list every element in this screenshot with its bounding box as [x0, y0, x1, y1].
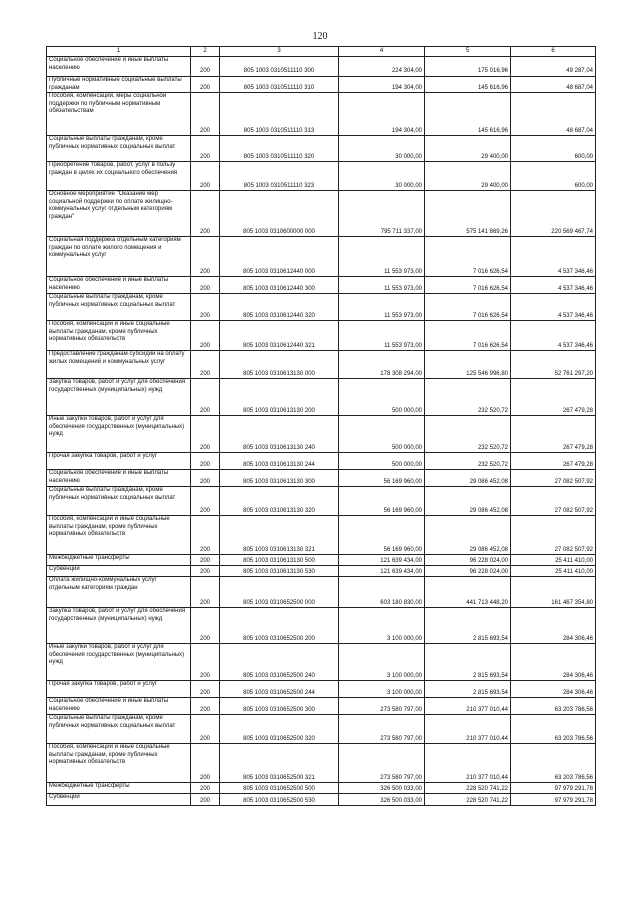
- row-executed-amount: 29 400,00: [425, 136, 511, 162]
- row-classification-code: 805 1003 0310612440 000: [220, 237, 339, 277]
- table-row: [47, 783, 596, 794]
- row-classification-code: 805 1003 0310511110 310: [220, 77, 339, 93]
- page-number: 120: [312, 31, 328, 42]
- row-name: Межбюджетные трансферты: [47, 555, 191, 566]
- row-executed-amount: 232 520,72: [425, 453, 511, 470]
- table-row: [47, 453, 596, 470]
- row-classification-code: 805 1003 0310652500 200: [220, 608, 339, 644]
- row-executed-amount: 175 016,96: [425, 57, 511, 77]
- row-code: 200: [191, 294, 220, 321]
- row-code: 200: [191, 555, 220, 566]
- table-row: [47, 321, 596, 351]
- column-header: 2: [191, 47, 220, 57]
- row-executed-amount: 29 086 452,08: [425, 470, 511, 487]
- table-row: [47, 77, 596, 93]
- table-row: [47, 294, 596, 321]
- table-row: [47, 136, 596, 162]
- row-unexecuted-amount: 63 203 786,56: [511, 744, 596, 783]
- row-code: 200: [191, 191, 220, 237]
- row-approved-amount: 56 169 960,00: [339, 470, 425, 487]
- row-approved-amount: 121 639 434,00: [339, 566, 425, 577]
- row-executed-amount: 7 016 626,54: [425, 277, 511, 294]
- row-unexecuted-amount: 161 467 354,80: [511, 577, 596, 608]
- row-approved-amount: 121 639 434,00: [339, 555, 425, 566]
- row-approved-amount: 500 000,00: [339, 416, 425, 453]
- row-code: 200: [191, 715, 220, 744]
- row-approved-amount: 273 580 797,00: [339, 744, 425, 783]
- row-executed-amount: 575 141 869,26: [425, 191, 511, 237]
- row-executed-amount: 145 616,96: [425, 93, 511, 136]
- row-approved-amount: 500 000,00: [339, 379, 425, 416]
- table-row: [47, 577, 596, 608]
- row-approved-amount: 603 180 830,00: [339, 577, 425, 608]
- row-name: Иные закупки товаров, работ и услуг для обеспечения государственных (муниципальных) нужд: [47, 644, 191, 681]
- row-approved-amount: 11 553 973,00: [339, 294, 425, 321]
- row-unexecuted-amount: 27 082 507,92: [511, 470, 596, 487]
- row-approved-amount: 326 500 033,00: [339, 794, 425, 806]
- row-name: Субвенции: [47, 566, 191, 577]
- row-classification-code: 805 1003 0310652500 244: [220, 681, 339, 698]
- row-unexecuted-amount: 267 479,28: [511, 379, 596, 416]
- row-code: 200: [191, 487, 220, 516]
- row-unexecuted-amount: 49 287,04: [511, 57, 596, 77]
- row-approved-amount: 3 100 000,00: [339, 644, 425, 681]
- row-name: Закупка товаров, работ и услуг для обеспечения государственных (муниципальных) нужд: [47, 608, 191, 644]
- row-approved-amount: 30 000,00: [339, 162, 425, 191]
- row-classification-code: 805 1003 0310600000 000: [220, 191, 339, 237]
- row-executed-amount: 441 713 448,20: [425, 577, 511, 608]
- table-row: [47, 516, 596, 555]
- row-classification-code: 805 1003 0310613130 240: [220, 416, 339, 453]
- row-executed-amount: 2 815 693,54: [425, 681, 511, 698]
- column-header: 1: [47, 47, 191, 57]
- column-header: 5: [425, 47, 511, 57]
- row-classification-code: 805 1003 0310612440 321: [220, 321, 339, 351]
- row-classification-code: 805 1003 0310613130 300: [220, 470, 339, 487]
- row-approved-amount: 178 308 294,00: [339, 351, 425, 379]
- row-executed-amount: 228 520 741,22: [425, 783, 511, 794]
- row-name: Субвенции: [47, 794, 191, 806]
- table-row: [47, 57, 596, 77]
- row-unexecuted-amount: 97 979 291,78: [511, 783, 596, 794]
- row-code: 200: [191, 321, 220, 351]
- row-approved-amount: 194 304,00: [339, 77, 425, 93]
- table-row: [47, 681, 596, 698]
- row-executed-amount: 210 377 010,44: [425, 715, 511, 744]
- row-code: 200: [191, 162, 220, 191]
- row-code: 200: [191, 136, 220, 162]
- row-code: 200: [191, 77, 220, 93]
- row-name: Пособия, компенсации, меры социальной поддержки по публичным нормативным обязательствам: [47, 93, 191, 136]
- table-row: [47, 93, 596, 136]
- row-classification-code: 805 1003 0310511110 320: [220, 136, 339, 162]
- row-name: Закупка товаров, работ и услуг для обеспечения государственных (муниципальных) нужд: [47, 379, 191, 416]
- row-approved-amount: 3 100 000,00: [339, 681, 425, 698]
- row-code: 200: [191, 566, 220, 577]
- row-approved-amount: 56 169 960,00: [339, 487, 425, 516]
- column-header: 6: [511, 47, 596, 57]
- row-executed-amount: 210 377 010,44: [425, 698, 511, 715]
- row-executed-amount: 210 377 010,44: [425, 744, 511, 783]
- row-code: 200: [191, 783, 220, 794]
- row-unexecuted-amount: 600,00: [511, 136, 596, 162]
- row-code: 200: [191, 794, 220, 806]
- table-row: [47, 351, 596, 379]
- row-executed-amount: 232 520,72: [425, 416, 511, 453]
- table-row: [47, 744, 596, 783]
- row-unexecuted-amount: 4 537 346,46: [511, 321, 596, 351]
- row-executed-amount: 7 016 626,54: [425, 237, 511, 277]
- row-code: 200: [191, 470, 220, 487]
- row-executed-amount: 2 815 693,54: [425, 644, 511, 681]
- row-approved-amount: 11 553 973,00: [339, 237, 425, 277]
- row-name: Социальное обеспечение и иные выплаты населению: [47, 57, 191, 77]
- row-approved-amount: 795 711 337,00: [339, 191, 425, 237]
- row-name: Пособия, компенсации и иные социальные выплаты гражданам, кроме публичных нормативных обязательств: [47, 321, 191, 351]
- row-name: Основное мероприятие "Оказание мер социальной поддержки по оплате жилищно-коммунальных услуг отдельным категориям граждан": [47, 191, 191, 237]
- row-approved-amount: 500 000,00: [339, 453, 425, 470]
- table-row: [47, 416, 596, 453]
- table-row: [47, 715, 596, 744]
- row-code: 200: [191, 57, 220, 77]
- row-classification-code: 805 1003 0310652500 500: [220, 783, 339, 794]
- table-row: [47, 162, 596, 191]
- row-approved-amount: 224 304,00: [339, 57, 425, 77]
- row-code: 200: [191, 379, 220, 416]
- table-row: [47, 470, 596, 487]
- row-executed-amount: 2 815 693,54: [425, 608, 511, 644]
- row-name: Оплата жилищно-коммунальных услуг отдельным категориям граждан: [47, 577, 191, 608]
- row-classification-code: 805 1003 0310613130 320: [220, 487, 339, 516]
- row-code: 200: [191, 277, 220, 294]
- row-executed-amount: 29 086 452,08: [425, 487, 511, 516]
- row-unexecuted-amount: 63 203 786,56: [511, 715, 596, 744]
- row-unexecuted-amount: 600,00: [511, 162, 596, 191]
- row-approved-amount: 194 304,00: [339, 93, 425, 136]
- row-code: 200: [191, 93, 220, 136]
- row-classification-code: 805 1003 0310612440 300: [220, 277, 339, 294]
- row-unexecuted-amount: 25 411 410,00: [511, 555, 596, 566]
- row-classification-code: 805 1003 0310613130 530: [220, 566, 339, 577]
- row-classification-code: 805 1003 0310612440 320: [220, 294, 339, 321]
- row-code: 200: [191, 453, 220, 470]
- row-approved-amount: 3 100 000,00: [339, 608, 425, 644]
- table-row: [47, 555, 596, 566]
- row-name: Социальное обеспечение и иные выплаты населению: [47, 277, 191, 294]
- row-classification-code: 805 1003 0310652500 300: [220, 698, 339, 715]
- row-code: 200: [191, 681, 220, 698]
- row-executed-amount: 29 400,00: [425, 162, 511, 191]
- row-unexecuted-amount: 4 537 346,46: [511, 277, 596, 294]
- header-row: [47, 47, 596, 57]
- row-classification-code: 805 1003 0310613130 000: [220, 351, 339, 379]
- row-name: Публичные нормативные социальные выплаты гражданам: [47, 77, 191, 93]
- row-approved-amount: 11 553 973,00: [339, 321, 425, 351]
- row-classification-code: 805 1003 0310511110 323: [220, 162, 339, 191]
- row-unexecuted-amount: 27 082 507,92: [511, 487, 596, 516]
- row-name: Прочая закупка товаров, работ и услуг: [47, 453, 191, 470]
- table-row: [47, 644, 596, 681]
- table-row: [47, 608, 596, 644]
- table-row: [47, 794, 596, 806]
- row-classification-code: 805 1003 0310652500 530: [220, 794, 339, 806]
- row-classification-code: 805 1003 0310613130 500: [220, 555, 339, 566]
- row-name: Социальное обеспечение и иные выплаты населению: [47, 698, 191, 715]
- row-executed-amount: 125 546 996,80: [425, 351, 511, 379]
- row-code: 200: [191, 416, 220, 453]
- table-row: [47, 698, 596, 715]
- row-classification-code: 805 1003 0310613130 200: [220, 379, 339, 416]
- row-unexecuted-amount: 63 203 786,56: [511, 698, 596, 715]
- row-unexecuted-amount: 27 082 507,92: [511, 516, 596, 555]
- row-executed-amount: 7 016 626,54: [425, 321, 511, 351]
- row-unexecuted-amount: 284 306,46: [511, 681, 596, 698]
- row-name: Межбюджетные трансферты: [47, 783, 191, 794]
- row-name: Социальные выплаты гражданам, кроме публичных нормативных социальных выплат: [47, 294, 191, 321]
- row-code: 200: [191, 237, 220, 277]
- column-header: 3: [220, 47, 339, 57]
- row-unexecuted-amount: 48 687,04: [511, 77, 596, 93]
- row-classification-code: 805 1003 0310613130 244: [220, 453, 339, 470]
- row-executed-amount: 232 520,72: [425, 379, 511, 416]
- row-code: 200: [191, 516, 220, 555]
- row-name: Социальная поддержка отдельным категориям граждан по оплате жилого помещения и коммунальных услуг: [47, 237, 191, 277]
- row-approved-amount: 273 580 797,00: [339, 698, 425, 715]
- row-unexecuted-amount: 25 411 410,00: [511, 566, 596, 577]
- row-executed-amount: 145 616,96: [425, 77, 511, 93]
- row-unexecuted-amount: 48 687,04: [511, 93, 596, 136]
- row-executed-amount: 228 520 741,22: [425, 794, 511, 806]
- row-unexecuted-amount: 267 479,28: [511, 416, 596, 453]
- row-code: 200: [191, 698, 220, 715]
- row-code: 200: [191, 577, 220, 608]
- row-approved-amount: 326 500 033,00: [339, 783, 425, 794]
- row-name: Социальные выплаты гражданам, кроме публичных нормативных социальных выплат: [47, 715, 191, 744]
- row-name: Иные закупки товаров, работ и услуг для обеспечения государственных (муниципальных) нужд: [47, 416, 191, 453]
- row-code: 200: [191, 644, 220, 681]
- row-approved-amount: 11 553 973,00: [339, 277, 425, 294]
- row-name: Приобретение товаров, работ, услуг в пользу граждан в целях их социального обеспечения: [47, 162, 191, 191]
- row-classification-code: 805 1003 0310652500 000: [220, 577, 339, 608]
- row-classification-code: 805 1003 0310511110 313: [220, 93, 339, 136]
- row-unexecuted-amount: 284 306,46: [511, 608, 596, 644]
- row-executed-amount: 29 086 452,08: [425, 516, 511, 555]
- row-classification-code: 805 1003 0310652500 240: [220, 644, 339, 681]
- row-classification-code: 805 1003 0310511110 300: [220, 57, 339, 77]
- row-executed-amount: 7 016 626,54: [425, 294, 511, 321]
- row-code: 200: [191, 608, 220, 644]
- row-name: Социальные выплаты гражданам, кроме публичных нормативных социальных выплат: [47, 487, 191, 516]
- row-approved-amount: 273 580 797,00: [339, 715, 425, 744]
- row-unexecuted-amount: 267 479,28: [511, 453, 596, 470]
- row-classification-code: 805 1003 0310652500 320: [220, 715, 339, 744]
- row-unexecuted-amount: 97 979 291,78: [511, 794, 596, 806]
- row-code: 200: [191, 744, 220, 783]
- row-unexecuted-amount: 284 306,46: [511, 644, 596, 681]
- column-header: 4: [339, 47, 425, 57]
- row-code: 200: [191, 351, 220, 379]
- row-approved-amount: 30 000,00: [339, 136, 425, 162]
- row-unexecuted-amount: 4 537 346,46: [511, 294, 596, 321]
- table-row: [47, 379, 596, 416]
- row-classification-code: 805 1003 0310652500 321: [220, 744, 339, 783]
- row-executed-amount: 96 228 024,00: [425, 555, 511, 566]
- budget-execution-table: [46, 46, 596, 806]
- row-executed-amount: 96 228 024,00: [425, 566, 511, 577]
- table-row: [47, 277, 596, 294]
- row-classification-code: 805 1003 0310613130 321: [220, 516, 339, 555]
- row-unexecuted-amount: 52 761 297,20: [511, 351, 596, 379]
- row-name: Прочая закупка товаров, работ и услуг: [47, 681, 191, 698]
- table-row: [47, 487, 596, 516]
- row-unexecuted-amount: 4 537 346,46: [511, 237, 596, 277]
- row-name: Социальные выплаты гражданам, кроме публичных нормативных социальных выплат: [47, 136, 191, 162]
- table-row: [47, 237, 596, 277]
- row-name: Социальное обеспечение и иные выплаты населению: [47, 470, 191, 487]
- row-name: Пособия, компенсации и иные социальные выплаты гражданам, кроме публичных нормативных обязательств: [47, 744, 191, 783]
- row-unexecuted-amount: 220 569 467,74: [511, 191, 596, 237]
- row-name: Предоставление гражданам субсидий на оплату жилых помещений и коммунальных услуг: [47, 351, 191, 379]
- table-row: [47, 566, 596, 577]
- table-row: [47, 191, 596, 237]
- row-name: Пособия, компенсации и иные социальные выплаты гражданам, кроме публичных нормативных обязательств: [47, 516, 191, 555]
- row-approved-amount: 56 169 960,00: [339, 516, 425, 555]
